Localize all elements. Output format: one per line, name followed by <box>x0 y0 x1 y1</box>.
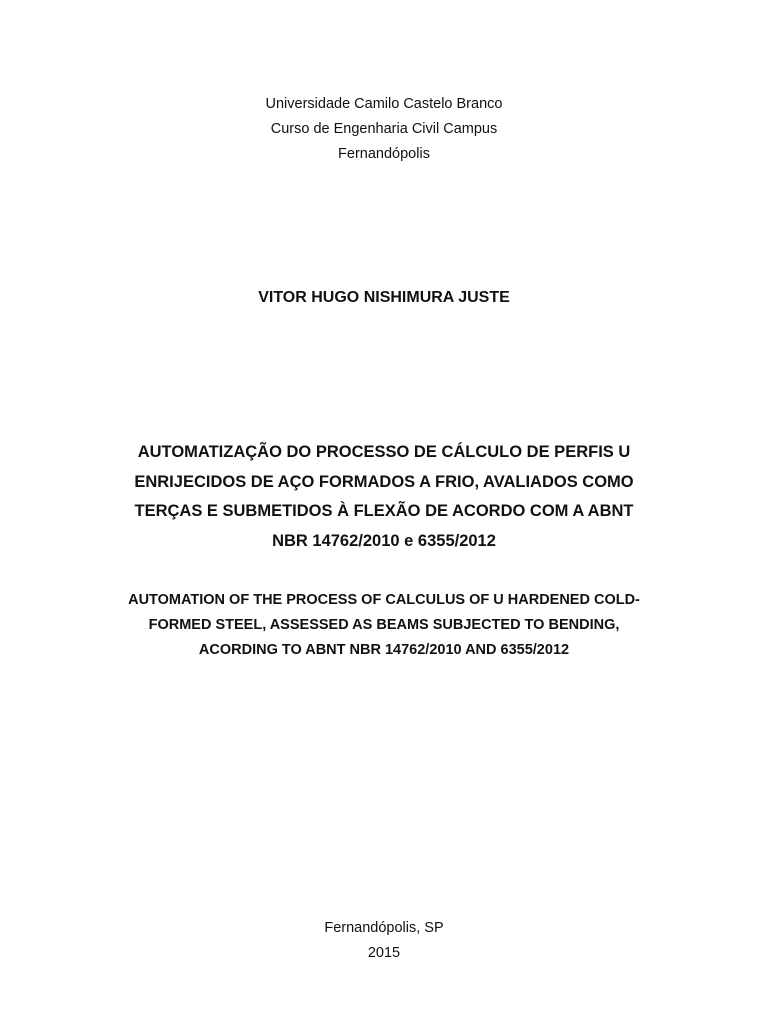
institution-name: Universidade Camilo Castelo Branco <box>265 96 503 112</box>
title-en-line: ACORDING TO ABNT NBR 14762/2010 AND 6355/2012 <box>198 642 570 658</box>
campus-name: Fernandópolis <box>338 146 430 162</box>
place: Fernandópolis, SP <box>324 920 444 936</box>
title-en-line: AUTOMATION OF THE PROCESS OF CALCULUS OF U HARDENED COLD- <box>128 592 640 608</box>
year: 2015 <box>367 945 401 961</box>
title-portuguese <box>0 438 768 556</box>
title-pt-line: NBR 14762/2010 e 6355/2012 <box>272 531 496 550</box>
title-pt-line: ENRIJECIDOS DE AÇO FORMADOS A FRIO, AVALIADOS COMO <box>134 472 634 491</box>
title-pt-line: AUTOMATIZAÇÃO DO PROCESSO DE CÁLCULO DE PERFIS U <box>137 443 631 461</box>
title-english <box>0 588 768 663</box>
title-en-line: FORMED STEEL, ASSESSED AS BEAMS SUBJECTED TO BENDING, <box>148 617 620 633</box>
course-name: Curso de Engenharia Civil Campus <box>270 121 498 137</box>
institution-header <box>0 92 768 167</box>
author-name: VITOR HUGO NISHIMURA JUSTE <box>258 289 510 306</box>
place-and-date <box>0 916 768 966</box>
title-pt-line: TERÇAS E SUBMETIDOS À FLEXÃO DE ACORDO COM A ABNT <box>134 502 634 520</box>
